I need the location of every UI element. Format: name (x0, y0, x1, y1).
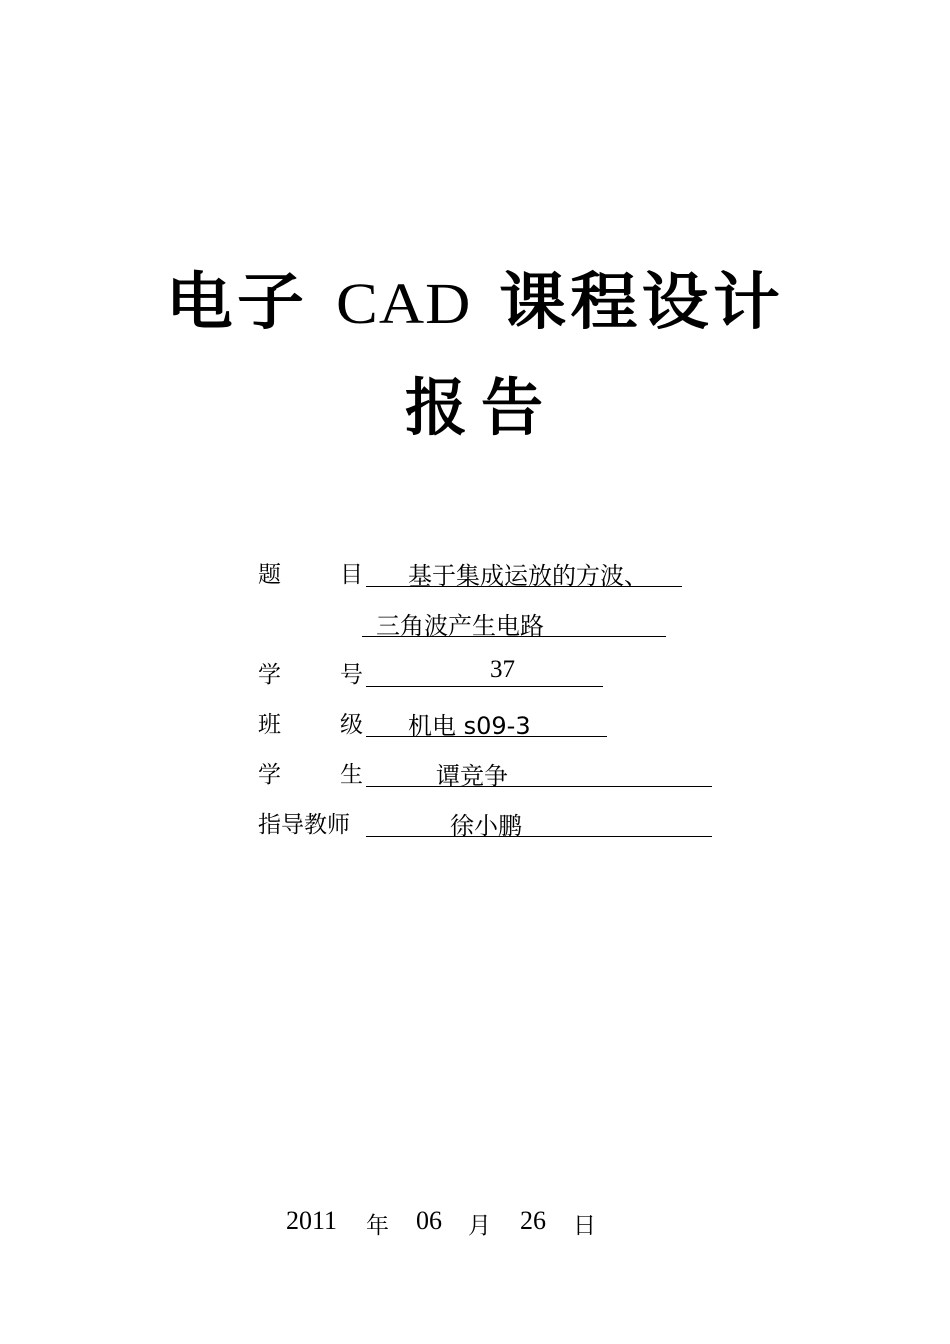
topic-label-char-2: 目 (340, 562, 363, 588)
topic-label-char-1: 题 (258, 562, 281, 588)
report-title-line-2: 报告 (404, 371, 557, 444)
topic-value-line-2 (362, 606, 666, 640)
date-month: 06 (416, 1206, 442, 1235)
student-value-field (366, 756, 712, 790)
date-year-char: 年 (366, 1213, 389, 1239)
title-cn-part-a: 电子 (165, 265, 309, 338)
class-value: 机电 s09-3 (408, 712, 531, 740)
date-month-char: 月 (468, 1213, 491, 1239)
student-no-label-char-1: 学 (258, 662, 281, 688)
date-day-char: 日 (573, 1213, 596, 1239)
title-cn-part-b: 课程设计 (499, 265, 785, 338)
topic-value-text-2: 三角波产生电路 (376, 612, 544, 640)
student-no-label-char-2: 号 (340, 662, 363, 688)
class-label-char-1: 班 (258, 712, 281, 738)
student-no-value: 37 (490, 656, 515, 683)
topic-value-text-1: 基于集成运放的方波、 (408, 562, 648, 590)
class-value-field (366, 706, 607, 740)
topic-value-line-1 (366, 556, 682, 590)
date-day: 26 (520, 1206, 546, 1235)
date-year: 2011 (286, 1206, 338, 1235)
advisor-label: 指导教师 (258, 812, 350, 838)
title-latin-part: CAD (335, 271, 472, 336)
student-label-char-2: 生 (340, 762, 363, 788)
report-title-line-1 (0, 252, 950, 341)
advisor-value: 徐小鹏 (450, 812, 522, 840)
student-label-char-1: 学 (258, 762, 281, 788)
class-label-char-2: 级 (340, 712, 363, 738)
student-value: 谭竞争 (436, 762, 508, 790)
student-no-value-field (366, 656, 603, 687)
advisor-value-field (366, 806, 712, 840)
